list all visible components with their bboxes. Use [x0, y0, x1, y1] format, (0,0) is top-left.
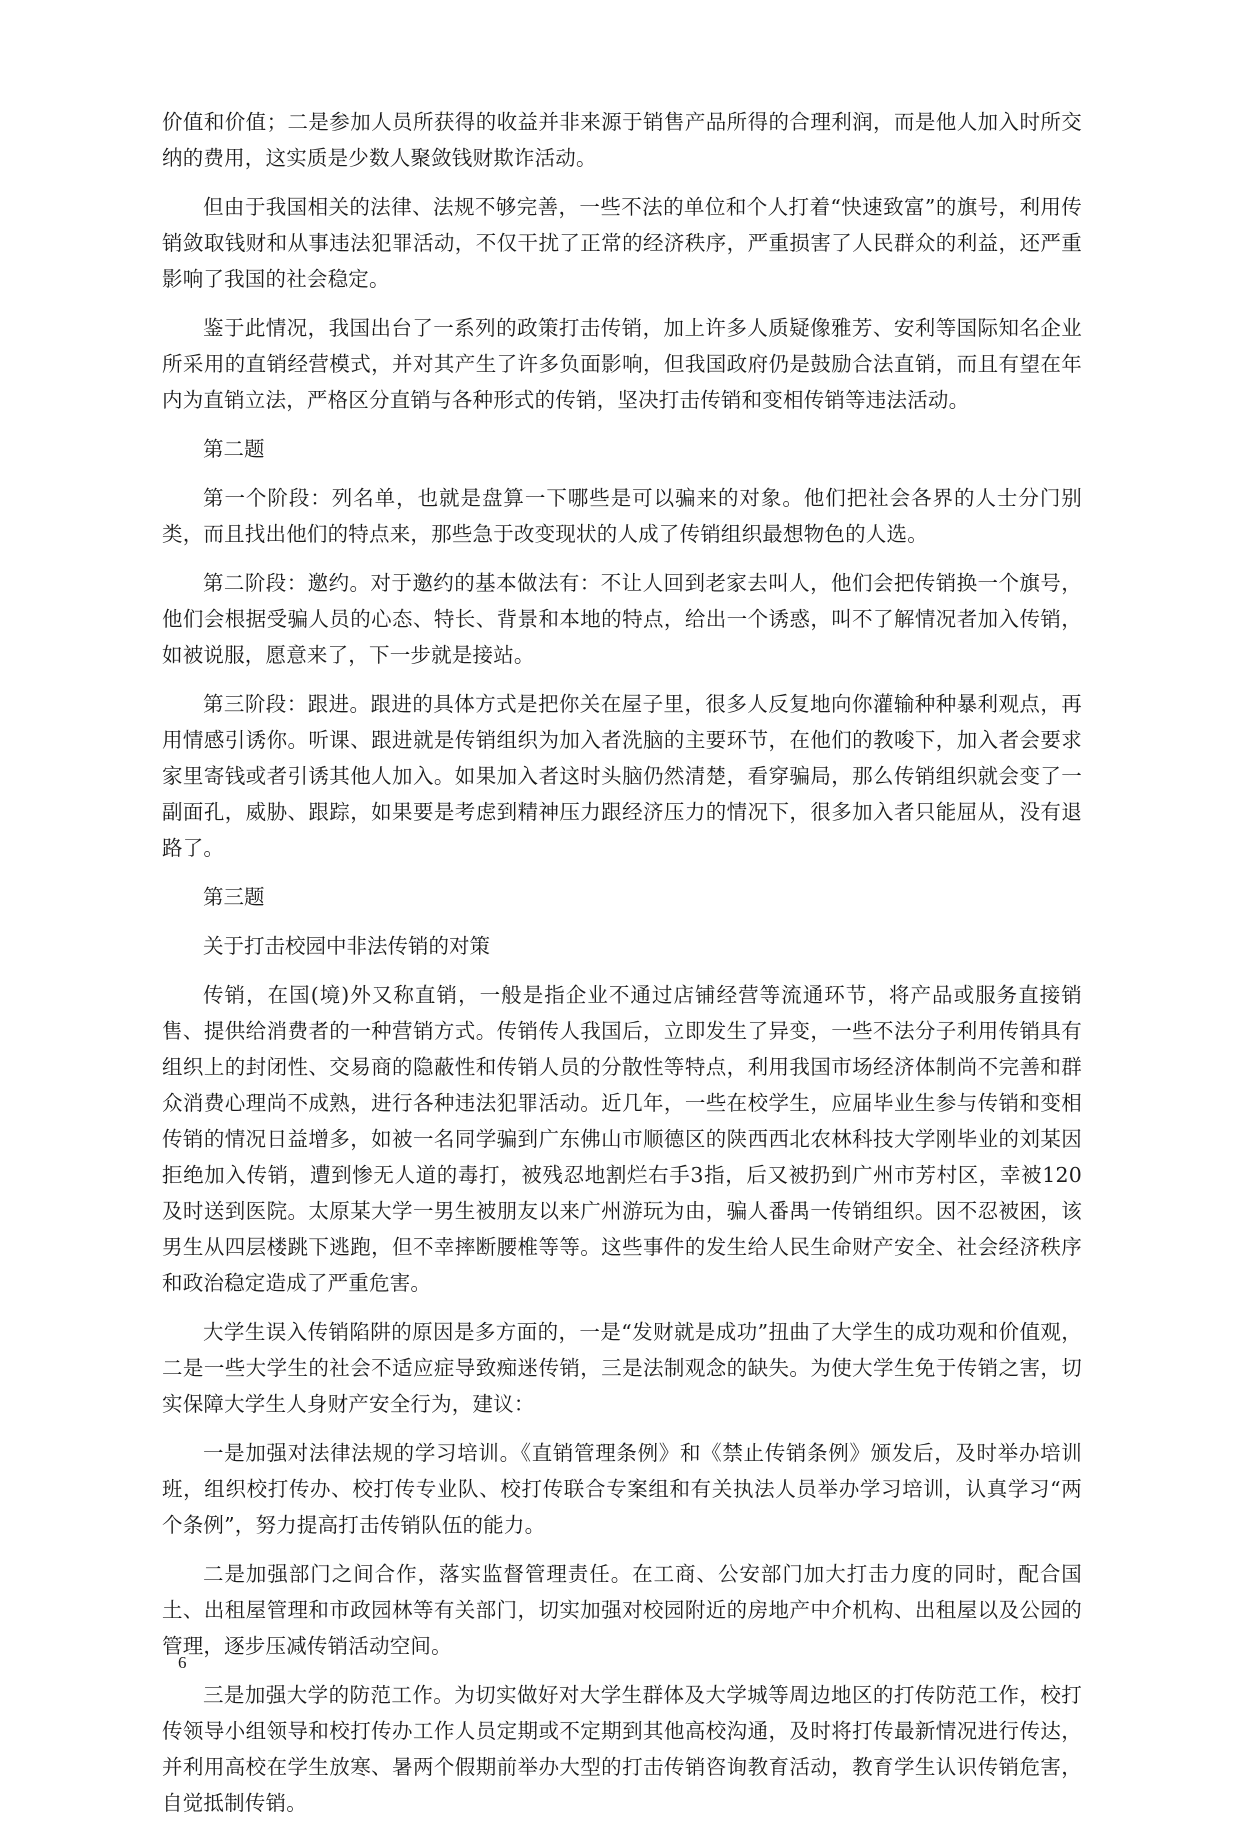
section-subtitle-countermeasures: 关于打击校园中非法传销的对策	[203, 934, 490, 958]
paragraph-stage-1: 第一个阶段：列名单，也就是盘算一下哪些是可以骗来的对象。他们把社会各界的人士分门别类，而且找出他们的特点来，那些急于改变现状的人成了传销组织最想物色的人选。	[162, 486, 1082, 546]
paragraph-stage-3: 第三阶段：跟进。跟进的具体方式是把你关在屋子里，很多人反复地向你灌输种种暴利观点，再用情感引诱你。听课、跟进就是传销组织为加入者洗脑的主要环节，在他们的教唆下，加入者会要求家里寄钱或者引诱其他人加入。如果加入者这时头脑仍然清楚，看穿骗局，那么传销组织就会变了一副面孔，威胁、跟踪，如果要是考虑到精神压力跟经济压力的情况下，很多加入者只能屈从，没有退路了。	[162, 692, 1082, 860]
paragraph-definition: 传销，在国(境)外又称直销，一般是指企业不通过店铺经营等流通环节，将产品或服务直接销售、提供给消费者的一种营销方式。传销传人我国后，立即发生了异变，一些不法分子利用传销具有组织上的封闭性、交易商的隐蔽性和传销人员的分散性等特点，利用我国市场经济体制尚不完善和群众消费心理尚不成熟，进行各种违法犯罪活动。近几年，一些在校学生，应届毕业生参与传销和变相传销的情况日益增多，如被一名同学骗到广东佛山市顺德区的陕西西北农林科技大学刚毕业的刘某因拒绝加入传销，遭到惨无人道的毒打，被残忍地割烂右手3指，后又被扔到广州市芳村区，幸被120及时送到医院。太原某大学一男生被朋友以来广州游玩为由，骗人番禺一传销组织。因不忍被困，该男生从四层楼跳下逃跑，但不幸摔断腰椎等等。这些事件的发生给人民生命财产安全、社会经济秩序和政治稳定造成了严重危害。	[162, 983, 1082, 1295]
paragraph-causes: 大学生误入传销陷阱的原因是多方面的，一是“发财就是成功”扭曲了大学生的成功观和价值观，二是一些大学生的社会不适应症导致痴迷传销，三是法制观念的缺失。为使大学生免于传销之害，切实保障大学生人身财产安全行为，建议：	[162, 1320, 1082, 1416]
paragraph-suggestion-1: 一是加强对法律法规的学习培训。《直销管理条例》和《禁止传销条例》颁发后，及时举办培训班，组织校打传办、校打传专业队、校打传联合专案组和有关执法人员举办学习培训，认真学习“两个条例”，努力提高打击传销队伍的能力。	[162, 1441, 1082, 1537]
section-heading-question-2: 第二题	[203, 437, 265, 461]
paragraph-stage-2: 第二阶段：邀约。对于邀约的基本做法有：不让人回到老家去叫人，他们会把传销换一个旗号，他们会根据受骗人员的心态、特长、背景和本地的特点，给出一个诱惑，叫不了解情况者加入传销，如被说服，愿意来了，下一步就是接站。	[162, 571, 1082, 667]
section-heading-question-3: 第三题	[203, 885, 265, 909]
document-page	[162, 104, 1082, 1815]
paragraph-government-policy: 鉴于此情况，我国出台了一系列的政策打击传销，加上许多人质疑像雅芳、安利等国际知名企业所采用的直销经营模式，并对其产生了许多负面影响，但我国政府仍是鼓励合法直销，而且有望在年内为直销立法，严格区分直销与各种形式的传销，坚决打击传销和变相传销等违法活动。	[162, 316, 1082, 412]
paragraph-suggestion-3: 三是加强大学的防范工作。为切实做好对大学生群体及大学城等周边地区的打传防范工作，校打传领导小组领导和校打传办工作人员定期或不定期到其他高校沟通，及时将打传最新情况进行传达，并利用高校在学生放寒、暑两个假期前举办大型的打击传销咨询教育活动，教育学生认识传销危害，自觉抵制传销。	[162, 1683, 1082, 1815]
paragraph-continuation: 价值和价值；二是参加人员所获得的收益并非来源于销售产品所得的合理利润，而是他人加入时所交纳的费用，这实质是少数人聚敛钱财欺诈活动。	[162, 110, 1082, 170]
page-number: 6	[178, 1653, 187, 1672]
paragraph-suggestion-2: 二是加强部门之间合作，落实监督管理责任。在工商、公安部门加大打击力度的同时，配合国土、出租屋管理和市政园林等有关部门，切实加强对校园附近的房地产中介机构、出租屋以及公园的管理，逐步压减传销活动空间。	[162, 1562, 1082, 1658]
paragraph-legal-gaps: 但由于我国相关的法律、法规不够完善，一些不法的单位和个人打着“快速致富”的旗号，利用传销敛取钱财和从事违法犯罪活动，不仅干扰了正常的经济秩序，严重损害了人民群众的利益，还严重影响了我国的社会稳定。	[162, 195, 1082, 291]
